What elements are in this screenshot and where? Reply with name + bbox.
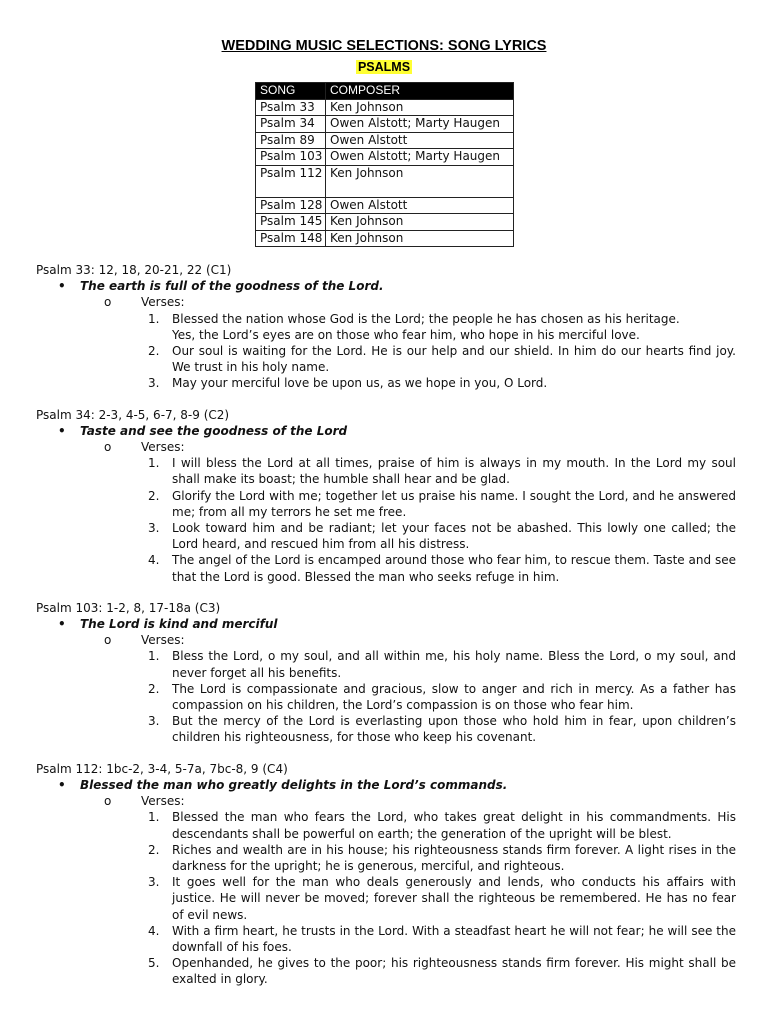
- circle-bullet-icon: o: [104, 633, 112, 648]
- composer-cell: Owen Alstott; Marty Haugen: [326, 116, 514, 133]
- verse-text: The Lord is compassionate and gracious, slow to anger and rich in mercy. As a father has compassion on his children, the Lord’s compassion is on those who fear him.: [172, 681, 736, 713]
- verse-item: [36, 520, 736, 552]
- section-heading-psalms: PSALMS: [357, 60, 411, 74]
- composer-cell: Ken Johnson: [326, 99, 514, 116]
- refrain-text: Taste and see the goodness of the Lord: [80, 423, 348, 438]
- verse-number: 1.: [148, 456, 160, 471]
- bullet-icon: •: [58, 423, 66, 438]
- verse-item: [36, 648, 736, 680]
- song-cell: Psalm 34: [256, 116, 326, 133]
- verse-number: 1.: [148, 810, 160, 825]
- verse-text: Our soul is waiting for the Lord. He is our help and our shield. In him do our hearts find joy. We trust in his holy name.: [172, 344, 736, 375]
- table-row: [256, 116, 514, 133]
- verse-text: May your merciful love be upon us, as we hope in you, O Lord.: [172, 376, 548, 391]
- song-cell: Psalm 145: [256, 214, 326, 231]
- bullet-icon: •: [58, 617, 66, 632]
- composer-cell: Owen Alstott: [326, 197, 514, 214]
- verse-text: Glorify the Lord with me; together let us praise his name. I sought the Lord, and he answered me; from all my terrors he set me free.: [172, 488, 736, 519]
- composer-cell: Ken Johnson: [326, 165, 514, 197]
- verse-text: It goes well for the man who deals generously and lends, who conducts his affairs with justice. He will never be moved; forever shall the righteous be remembered. He has no fear of evil news.: [172, 875, 736, 922]
- verse-item: [36, 923, 736, 955]
- verses-label: Verses:: [141, 633, 185, 648]
- verse-item: [36, 681, 736, 713]
- verse-number: 3.: [148, 376, 160, 391]
- verses-label: Verses:: [141, 440, 185, 455]
- verse-number: 5.: [148, 956, 160, 971]
- column-header-composer: COMPOSER: [326, 83, 514, 100]
- verse-number: 1.: [148, 649, 160, 664]
- composer-cell: Owen Alstott: [326, 132, 514, 149]
- verse-text: But the mercy of the Lord is everlasting upon those who hold him in fear, upon children’s children his righteousness, for those who keep his covenant.: [172, 714, 736, 745]
- verses-label: Verses:: [141, 794, 185, 809]
- verse-number: 1.: [148, 311, 160, 326]
- verse-item: [36, 311, 736, 343]
- bullet-icon: •: [58, 279, 66, 294]
- verse-number: 2.: [148, 344, 160, 359]
- psalm-refrain: [36, 278, 736, 294]
- psalm-reference: Psalm 112: 1bc-2, 3-4, 5-7a, 7bc-8, 9 (C4): [36, 761, 288, 776]
- verse-number: 2.: [148, 681, 160, 696]
- verses-heading: [36, 294, 736, 310]
- refrain-text: The Lord is kind and merciful: [80, 617, 278, 632]
- subtitle-wrapper: [0, 59, 768, 75]
- verse-item: [36, 713, 736, 745]
- verse-number: 3.: [148, 521, 160, 536]
- song-cell: Psalm 89: [256, 132, 326, 149]
- verse-number: 4.: [148, 923, 160, 938]
- table-row: [256, 165, 514, 197]
- verse-item: [36, 375, 736, 391]
- psalm-reference: Psalm 33: 12, 18, 20-21, 22 (C1): [36, 263, 232, 277]
- verses-heading: [36, 632, 736, 648]
- verse-text: I will bless the Lord at all times, praise of him is always in my mouth. In the Lord my soul shall make its boast; the humble shall hear and be glad.: [172, 456, 736, 487]
- table-row: [256, 214, 514, 231]
- verse-number: 3.: [148, 875, 160, 890]
- verse-item: [36, 455, 736, 487]
- psalm-section: [36, 761, 736, 988]
- verse-item: [36, 842, 736, 874]
- refrain-text: The earth is full of the goodness of the Lord.: [80, 279, 384, 294]
- verse-text: Look toward him and be radiant; let your faces not be abashed. This lowly one called; the Lord heard, and rescued him from all his distress.: [172, 521, 736, 552]
- page-title: WEDDING MUSIC SELECTIONS: SONG LYRICS: [221, 38, 547, 54]
- circle-bullet-icon: o: [104, 295, 112, 310]
- table-row: [256, 132, 514, 149]
- table-row: [256, 230, 514, 247]
- verse-item: [36, 552, 736, 584]
- verse-text-continued: Yes, the Lord’s eyes are on those who fear him, who hope in his merciful love.: [172, 327, 640, 342]
- psalm-reference: Psalm 103: 1-2, 8, 17-18a (C3): [36, 600, 221, 615]
- psalm-refrain: [36, 777, 736, 793]
- circle-bullet-icon: o: [104, 440, 112, 455]
- table-row: [256, 99, 514, 116]
- song-cell: Psalm 112: [256, 165, 326, 197]
- verse-number: 2.: [148, 842, 160, 857]
- column-header-song: SONG: [256, 83, 326, 100]
- verse-item: [36, 343, 736, 375]
- verse-item: [36, 955, 736, 987]
- verse-number: 2.: [148, 488, 160, 503]
- verse-number: 4.: [148, 553, 160, 568]
- verse-text: With a firm heart, he trusts in the Lord. With a steadfast heart he will not fear; he will see the downfall of his foes.: [172, 923, 736, 954]
- verse-number: 3.: [148, 714, 160, 729]
- composer-cell: Owen Alstott; Marty Haugen: [326, 149, 514, 166]
- circle-bullet-icon: o: [104, 794, 112, 809]
- verse-item: [36, 488, 736, 520]
- psalm-refrain: [36, 616, 736, 632]
- psalm-section: [36, 407, 736, 585]
- verse-text: Blessed the man who fears the Lord, who takes great delight in his commandments. His descendants shall be powerful on earth; the generation of the upright will be blest.: [172, 810, 736, 841]
- verses-heading: [36, 793, 736, 809]
- psalm-section: [36, 600, 736, 746]
- composer-cell: Ken Johnson: [326, 214, 514, 231]
- table-row: [256, 197, 514, 214]
- song-cell: Psalm 148: [256, 230, 326, 247]
- bullet-icon: •: [58, 777, 66, 792]
- table-header-row: [256, 83, 514, 100]
- song-cell: Psalm 128: [256, 197, 326, 214]
- composer-cell: Ken Johnson: [326, 230, 514, 247]
- verse-text: Riches and wealth are in his house; his righteousness stands firm forever. A light rises in the darkness for the upright; he is generous, merciful, and righteous.: [172, 842, 736, 873]
- verse-item: [36, 809, 736, 841]
- psalm-reference: Psalm 34: 2-3, 4-5, 6-7, 8-9 (C2): [36, 407, 230, 422]
- verses-label: Verses:: [141, 295, 185, 310]
- psalm-refrain: [36, 423, 736, 439]
- psalm-lyrics: [36, 262, 736, 1003]
- verses-heading: [36, 439, 736, 455]
- table-row: [256, 149, 514, 166]
- verse-text: The angel of the Lord is encamped around those who fear him, to rescue them. Taste and see that the Lord is good. Blessed the man who seeks refuge in him.: [172, 553, 736, 584]
- verse-text: Openhanded, he gives to the poor; his righteousness stands firm forever. His might shall be exalted in glory.: [172, 956, 736, 987]
- verse-text: Blessed the nation whose God is the Lord; the people he has chosen as his heritage.: [172, 311, 680, 326]
- verse-item: [36, 874, 736, 923]
- song-composer-table: [255, 82, 514, 247]
- song-cell: Psalm 103: [256, 149, 326, 166]
- psalm-section: [36, 262, 736, 392]
- song-cell: Psalm 33: [256, 99, 326, 116]
- refrain-text: Blessed the man who greatly delights in the Lord’s commands.: [80, 777, 508, 792]
- verse-text: Bless the Lord, o my soul, and all within me, his holy name. Bless the Lord, o my soul, and never forget all his benefits.: [172, 649, 736, 680]
